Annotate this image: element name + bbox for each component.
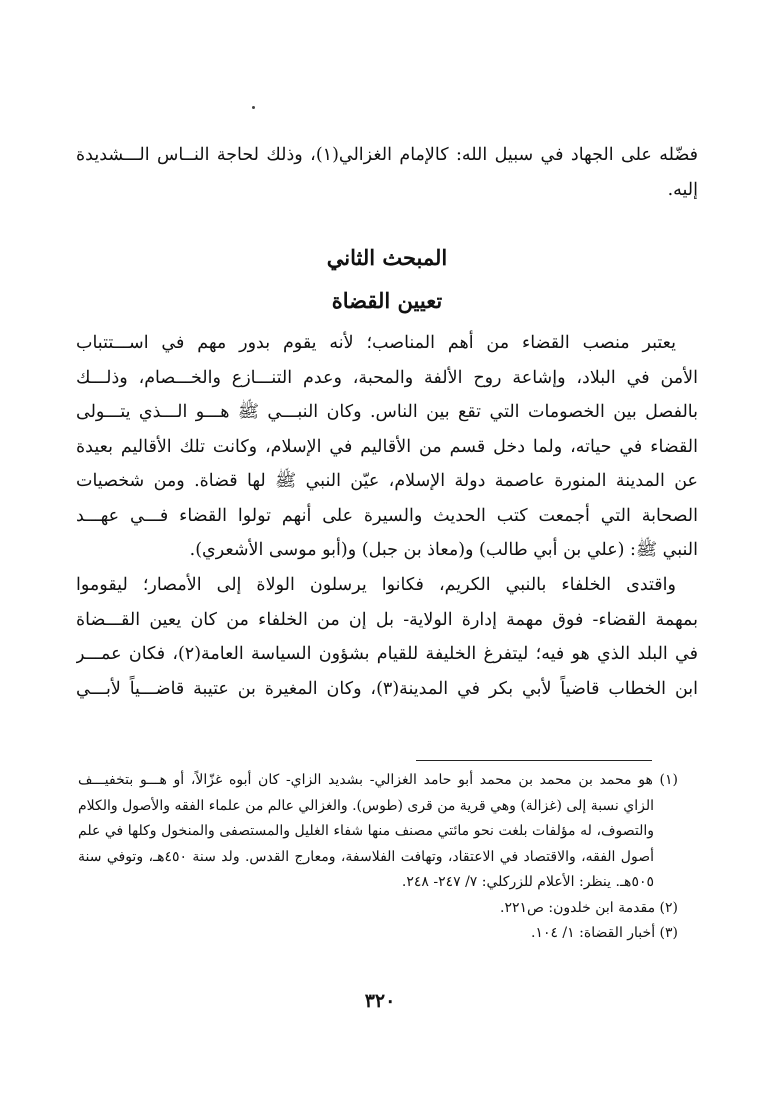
text-line: عن المدينة المنورة عاصمة دولة الإسلام، عيّن النبي ﷺ لها قضاة. ومن شخصيات — [76, 471, 698, 491]
footnote-line: الزاي نسبة إلى (غزالة) وهي قرية من قرى (طوس). والغزالي عالم من علماء الفقه والأصول والكلام — [78, 797, 654, 814]
text-line: واقتدى الخلفاء بالنبي الكريم، فكانوا يرسلون الولاة إلى الأمصار؛ ليقوموا — [76, 575, 676, 595]
footnote-line: والتصوف، له مؤلفات بلغت نحو مائتي مصنف منها شفاء الغليل والمستصفى والمنخول وكلها في علم — [78, 823, 654, 839]
text-line: في البلد الذي هو فيه؛ ليتفرغ الخليفة للقيام بشؤون السياسة العامة(٢)، فكان عمـــر — [76, 644, 698, 664]
paragraph-top — [76, 138, 698, 207]
text-line: بمهمة القضاء- فوق مهمة إدارة الولاية- بل إن من الخلفاء من كان يعين القـــضاة — [76, 609, 698, 630]
text-line: القضاء في حياته، ولما دخل قسم من الأقاليم في الإسلام، وكانت تلك الأقاليم بعيدة — [76, 436, 698, 457]
footnote-3: (٣) أخبار القضاة: ١/ ١٠٤. — [530, 925, 678, 941]
text-line: ابن الخطاب قاضياً لأبي بكر في المدينة(٣)، وكان المغيرة بن عتيبة قاضـــياً لأبـــي — [76, 678, 698, 699]
section-title: تعيين القضاة — [331, 288, 443, 313]
page-number: ٣٢٠ — [364, 990, 396, 1012]
footnote-line: (١) هو محمد بن محمد بن محمد أبو حامد الغزالي- بشديد الزاي- كان أبوه غزّالاً، أو هـــو بتخفيـــف — [78, 772, 678, 788]
text-line: الصحابة التي أجمعت كتب الحديث والسيرة على أنهم تولوا القضاء فـــي عهـــد — [76, 505, 698, 526]
footnotes — [78, 768, 678, 947]
stray-mark — [252, 106, 255, 109]
footnote-separator — [416, 760, 652, 761]
text-line: الأمن في البلاد، وإشاعة روح الألفة والمحبة، وعدم التنـــازع والخـــصام، وذلـــك — [76, 367, 698, 388]
footnote-line: أصول الفقه، والاقتصاد في الاعتقاد، وتهافت الفلاسفة، ومعارج القدس. ولد سنة ٤٥٠هـ، وتوفي سنة — [78, 848, 654, 865]
footnote-2: (٢) مقدمة ابن خلدون: ص٢٢١. — [500, 899, 678, 916]
text-line: فضّله على الجهاد في سبيل الله: كالإمام الغزالي(١)، وذلك لحاجة النــاس الـــشديدة — [76, 145, 698, 165]
footnote-line: ٥٠٥هـ. ينظر: الأعلام للزركلي: ٧/ ٢٤٧- ٢٤٨. — [401, 874, 654, 890]
text-line: بالفصل بين الخصومات التي تقع بين الناس. وكان النبـــي ﷺ هـــو الـــذي يتـــولى — [76, 402, 698, 422]
text-line: إليه. — [667, 179, 698, 200]
text-line: النبي ﷺ: (علي بن أبي طالب) و(معاذ بن جبل) و(أبو موسى الأشعري). — [189, 540, 698, 560]
section-headings — [76, 236, 698, 322]
paragraph-two — [76, 568, 698, 706]
text-line: يعتبر منصب القضاء من أهم المناصب؛ لأنه يقوم بدور مهم في اســـتتباب — [76, 333, 676, 353]
paragraph-one — [76, 326, 698, 568]
section-heading: المبحث الثاني — [326, 245, 448, 270]
